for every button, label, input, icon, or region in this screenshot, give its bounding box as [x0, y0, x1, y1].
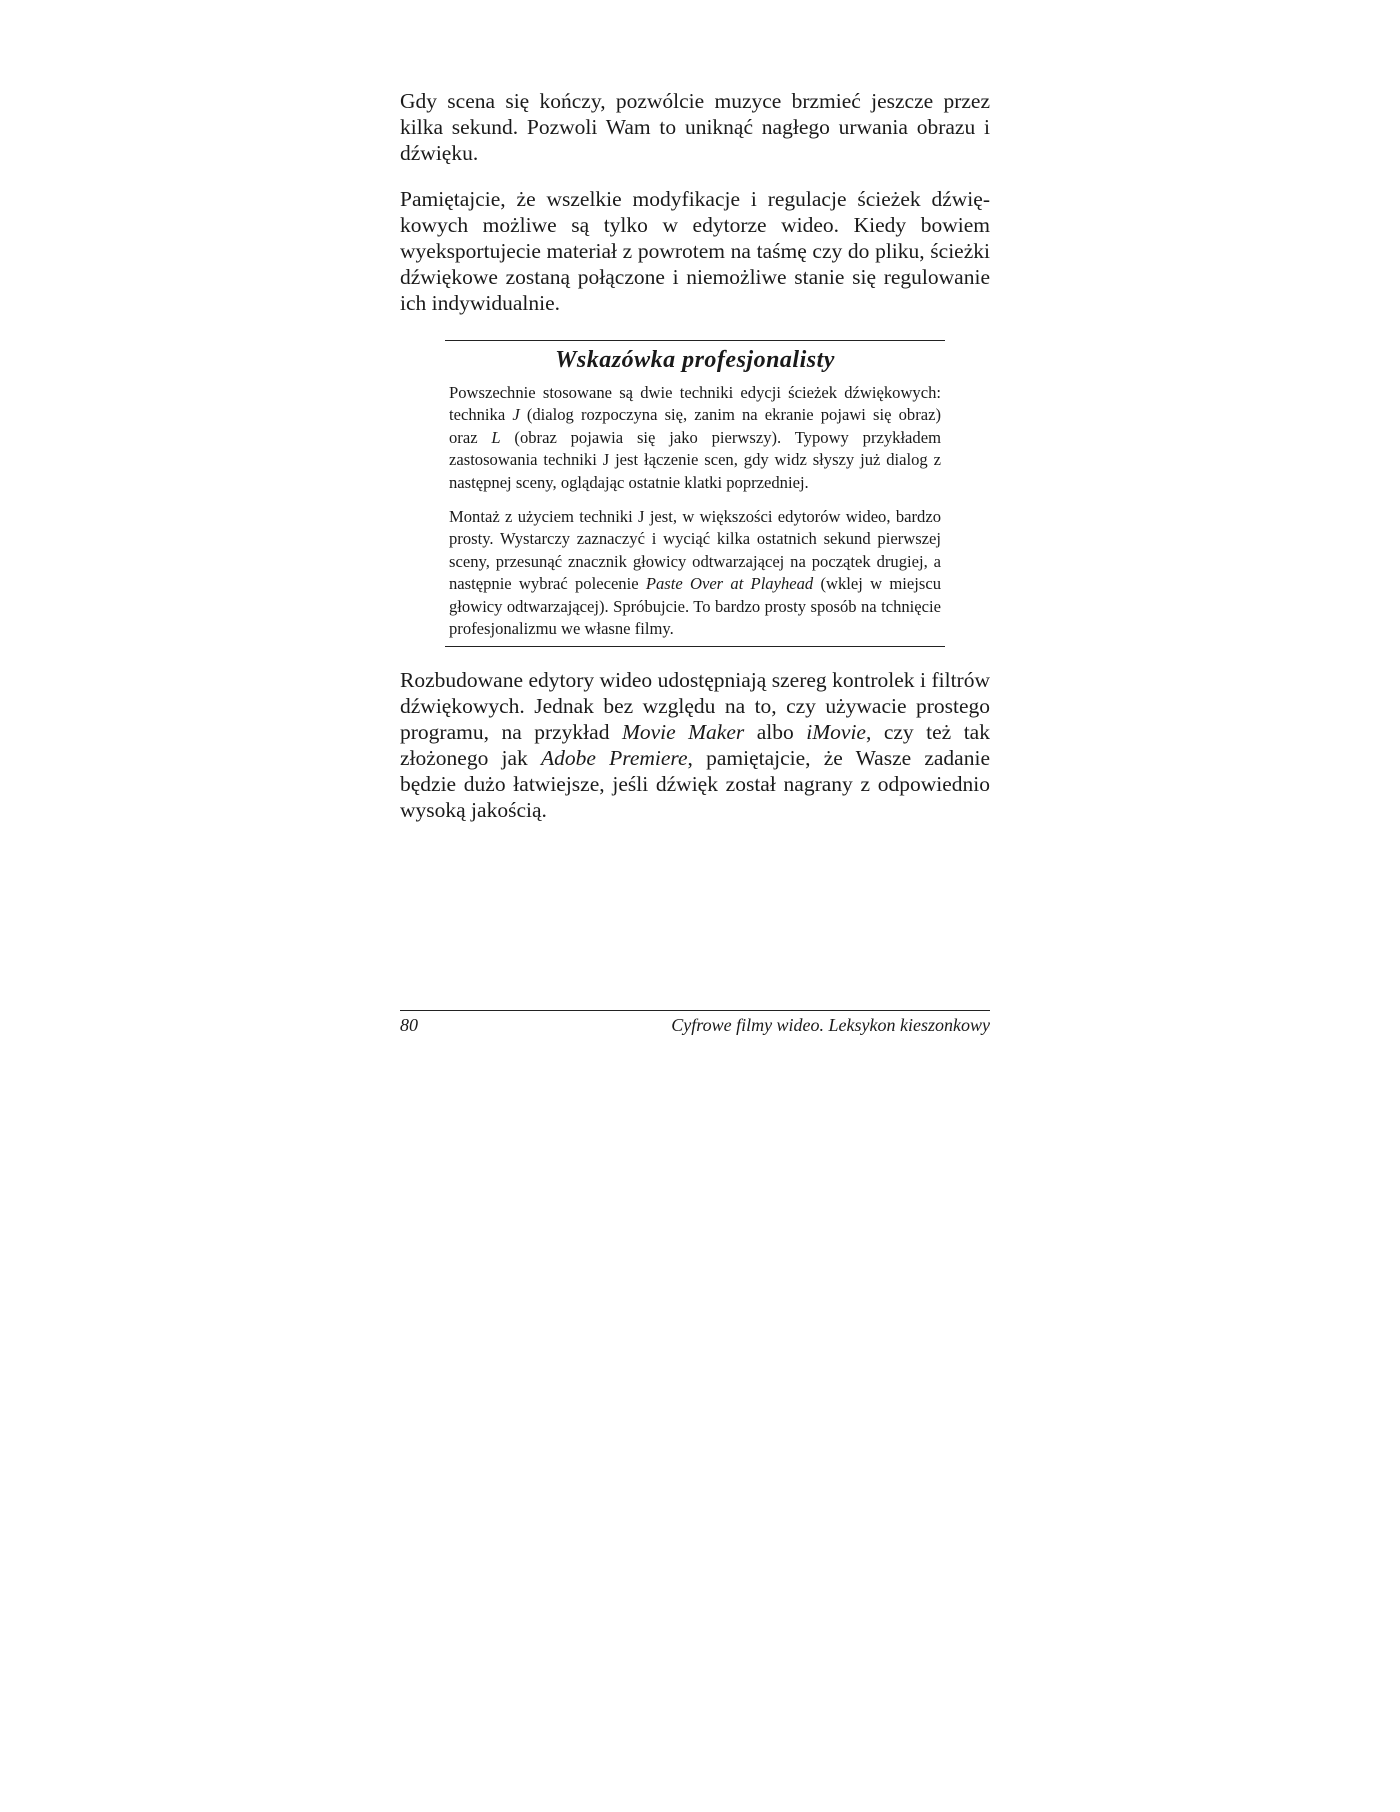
tip2-text-b: (wklej w miejscu głowicy odtwarzającej). Spróbujcie. To bardzo prosty sposób na tchnięcie profesjonalizmu we własne filmy.: [449, 574, 941, 639]
page-content: [400, 88, 990, 823]
tip1-technique-l: L: [491, 427, 501, 447]
closing-text-a: Rozbudowane edytory wideo udostępniają szereg kontrolek i filtrów dźwiękowych. Jednak bez względu na to, czy używacie prostego programu, na przykład: [400, 668, 990, 745]
body-paragraph-3: [400, 667, 990, 823]
pro-tip-paragraph-1: [449, 382, 941, 494]
closing-text-b: albo: [744, 720, 807, 745]
closing-text-c: , czy też tak złożonego jak: [400, 720, 990, 771]
tip2-command-name: Paste Over at Playhead: [645, 574, 814, 594]
tip2-text-a: Montaż z użyciem techniki J jest, w większości edytorów wideo, bardzo prosty. Wystarczy zaznaczyć i wyciąć kilka ostatnich sekund pierwszej sceny, przesunąć znacznik głowicy odtwarzającej na początek drugiej, a następnie wybrać polecenie: [449, 507, 941, 594]
tip1-text-a: Powszechnie stosowane są dwie techniki edycji ścieżek dźwiękowych: technika: [449, 383, 941, 425]
page-number: 80: [400, 1015, 418, 1035]
pro-tip-title: Wskazówka profesjonalisty: [555, 347, 835, 373]
tip1-text-b: (dialog rozpoczyna się, zanim na ekranie pojawi się obraz) oraz: [449, 405, 941, 447]
pro-tip-box: [445, 340, 945, 647]
body-paragraph-1: Gdy scena się kończy, pozwólcie muzyce brzmieć jeszcze przez kilka sekund. Pozwoli Wam to uniknąć nagłego urwania obrazu i dźwięku.: [400, 89, 990, 165]
running-book-title: Cyfrowe filmy wideo. Leksykon kieszonkowy: [671, 1015, 990, 1035]
program-movie-maker: Movie Maker: [621, 720, 745, 745]
closing-text-d: , pamiętajcie, że Wasze zadanie będzie dużo łatwiejsze, jeśli dźwięk został nagrany z odpowiednio wysoką jakością.: [400, 746, 990, 823]
tip1-text-c: (obraz pojawia się jako pierwszy). Typowy przykładem zastosowania techniki J jest łączenie scen, gdy widz słyszy już dialog z następnej sceny, oglądając ostatnie klatki poprzedniej.: [449, 427, 941, 492]
pro-tip-paragraph-2: [449, 506, 941, 640]
body-paragraph-2: Pamiętajcie, że wszelkie modyfikacje i regulacje ścieżek dźwiękowych możliwe są tylko w edytorze wideo. Kiedy bowiem wyeksportujecie materiał z powrotem na taśmę czy do pliku, ścieżki dźwiękowe zostaną połączone i niemożliwe stanie się regulowanie ich indywidualnie.: [400, 187, 990, 315]
program-adobe-premiere: Adobe Premiere: [541, 746, 688, 771]
page-footer: [400, 1010, 990, 1037]
program-imovie: iMovie: [806, 720, 866, 745]
tip1-technique-j: J: [512, 405, 520, 425]
